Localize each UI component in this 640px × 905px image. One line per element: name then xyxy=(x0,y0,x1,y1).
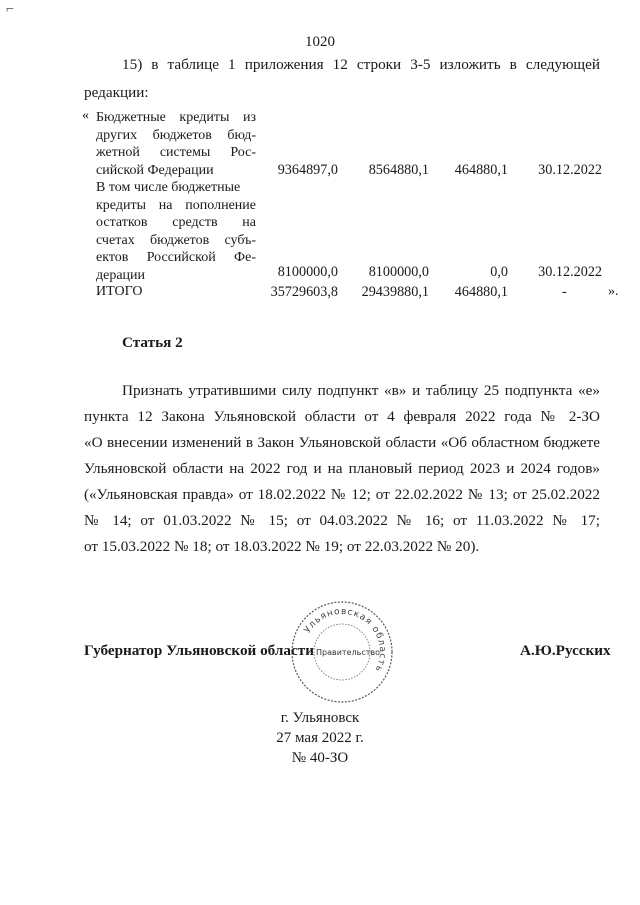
close-quote: ». xyxy=(608,284,619,299)
intro-line-2: редакции: xyxy=(84,84,149,101)
article-line: от 15.03.2022 № 18; от 18.03.2022 № 19; от 22.03.2022 № 20). xyxy=(84,538,480,555)
row1-value-3: 464880,1 xyxy=(454,162,508,178)
article-heading: Статья 2 xyxy=(122,334,183,351)
seal-center-text: Правительство xyxy=(316,648,380,657)
total-value-3: 464880,1 xyxy=(454,284,508,300)
row2-value-2: 8100000,0 xyxy=(368,264,429,280)
total-value-2: 29439880,1 xyxy=(361,284,429,300)
total-value-4: - xyxy=(562,284,567,300)
total-value-1: 35729603,8 xyxy=(270,284,338,300)
footer-date: 27 мая 2022 г. xyxy=(276,730,364,746)
row2-line: кредиты на пополнение xyxy=(96,197,256,213)
intro-line-1: 15) в таблице 1 приложения 12 строки 3-5 изложить в следующей xyxy=(122,56,600,73)
seal-ring-text: Ульяновская область xyxy=(302,606,388,674)
article-line: Признать утратившими силу подпункт «в» и таблицу 25 подпункта «е» xyxy=(122,382,600,399)
article-line: («Ульяновская правда» от 18.02.2022 № 12; от 22.02.2022 № 13; от 25.02.2022 xyxy=(84,486,600,503)
article-line: пункта 12 Закона Ульяновской области от 4 февраля 2022 года № 2-ЗО xyxy=(84,408,600,425)
row2-value-4: 30.12.2022 xyxy=(538,264,602,280)
corner-mark: ⌐ xyxy=(6,2,14,17)
signature-name: А.Ю.Русских xyxy=(520,642,611,659)
svg-text:Ульяновская область xyxy=(303,607,387,674)
article-line: Ульяновской области на 2022 год и на плановый период 2023 и 2024 годов» xyxy=(84,460,600,477)
row2-line: остатков средств на xyxy=(96,215,256,230)
page-number: 1020 xyxy=(305,34,335,50)
article-line: «О внесении изменений в Закон Ульяновской области «Об областном бюджете xyxy=(84,434,600,451)
footer-number: № 40-ЗО xyxy=(291,750,349,766)
row1-value-1: 9364897,0 xyxy=(277,162,338,178)
signature-title: Губернатор Ульяновской области xyxy=(84,642,314,659)
row2-value-1: 8100000,0 xyxy=(277,264,338,280)
row1-line: Бюджетные кредиты из xyxy=(96,110,256,125)
row1-line: других бюджетов бюд- xyxy=(96,127,256,143)
footer-city: г. Ульяновск xyxy=(280,710,360,726)
row1-value-4: 30.12.2022 xyxy=(538,162,602,178)
row1-line: сийской Федерации xyxy=(96,162,214,178)
total-label: ИТОГО xyxy=(96,284,143,299)
row2-line: В том числе бюджетные xyxy=(96,180,241,195)
open-quote: « xyxy=(82,108,89,123)
row2-line: дерации xyxy=(96,267,146,283)
row1-value-2: 8564880,1 xyxy=(368,162,429,178)
row2-line: счетах бюджетов субъ- xyxy=(96,232,256,248)
row1-line: жетной системы Рос- xyxy=(96,145,256,160)
row2-value-3: 0,0 xyxy=(490,264,508,280)
article-line: № 14; от 01.03.2022 № 15; от 04.03.2022 № 16; от 11.03.2022 № 17; xyxy=(84,512,600,529)
row2-line: ектов Российской Фе- xyxy=(96,250,256,265)
